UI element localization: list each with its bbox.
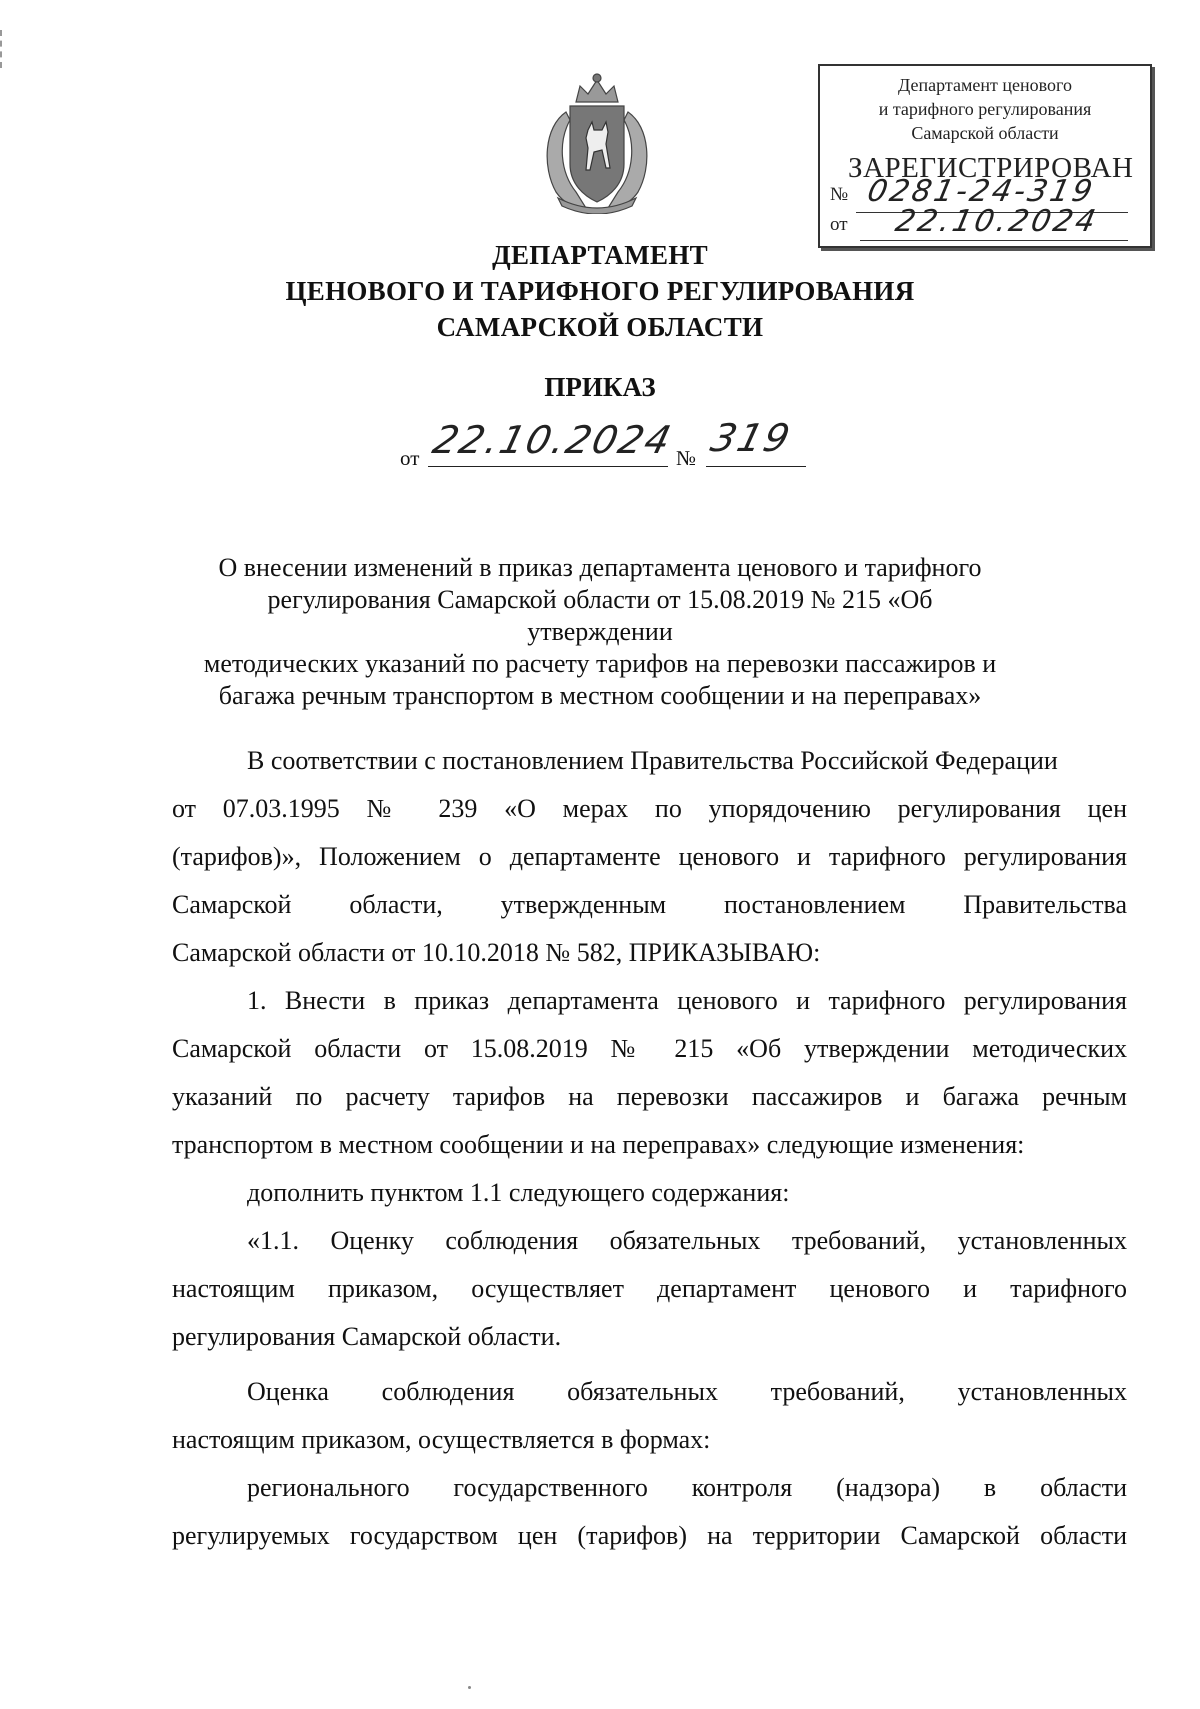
order-number-handwritten: 319 xyxy=(706,416,797,460)
body-line: регулирования Самарской области. xyxy=(172,1322,562,1351)
scan-edge-mark xyxy=(0,30,6,68)
body-line: «1.1. Оценку соблюдения обязательных требований, установленных xyxy=(247,1226,1127,1255)
body-line: регионального государственного контроля (надзора) в области xyxy=(247,1473,1127,1502)
dept-heading-line-2: ЦЕНОВОГО И ТАРИФНОГО РЕГУЛИРОВАНИЯ xyxy=(285,276,915,306)
subject-line: багажа речным транспортом в местном сообщении и на переправах» xyxy=(218,681,982,710)
order-number-label: № xyxy=(676,446,697,470)
order-number-rule xyxy=(706,466,806,467)
body-line: дополнить пунктом 1.1 следующего содержания: xyxy=(247,1178,790,1207)
body-line: (тарифов)», Положением о департаменте ценового и тарифного регулирования xyxy=(172,842,1127,871)
order-subject xyxy=(200,552,1000,712)
samara-coat-of-arms-icon xyxy=(536,72,658,214)
body-line: настоящим приказом, осуществляет департамент ценового и тарифного xyxy=(172,1274,1127,1303)
body-line: Оценка соблюдения обязательных требований, установленных xyxy=(247,1377,1127,1406)
dept-heading-line-1: ДЕПАРТАМЕНТ xyxy=(492,240,708,270)
order-date-label: от xyxy=(400,446,420,470)
body-line: от 07.03.1995 № 239 «О мерах по упорядочению регулирования цен xyxy=(172,794,1127,823)
body-line: Самарской области от 10.10.2018 № 582, ПРИКАЗЫВАЮ: xyxy=(172,938,821,967)
dept-heading-line-3: САМАРСКОЙ ОБЛАСТИ xyxy=(436,312,764,342)
body-line: Самарской области, утвержденным постановлением Правительства xyxy=(172,890,1127,919)
body-line: 1. Внести в приказ департамента ценового и тарифного регулирования xyxy=(247,986,1127,1015)
stamp-registered-label: ЗАРЕГИСТРИРОВАН xyxy=(848,152,1134,184)
body-line: В соответствии с постановлением Правительства Российской Федерации xyxy=(247,746,1058,775)
subject-line: методических указаний по расчету тарифов на перевозки пассажиров и xyxy=(203,649,997,678)
stamp-org-line-2: и тарифного регулирования xyxy=(878,99,1092,119)
body-line: транспортом в местном сообщении и на переправах» следующие изменения: xyxy=(172,1130,1025,1159)
body-line: указаний по расчету тарифов на перевозки пассажиров и багажа речным xyxy=(172,1082,1127,1111)
stamp-date-handwritten: 22.10.2024 xyxy=(892,204,1102,239)
subject-line: О внесении изменений в приказ департамента ценового и тарифного xyxy=(218,553,982,582)
stamp-org-line-3: Самарской области xyxy=(911,123,1059,143)
subject-line: регулирования Самарской области от 15.08.2019 № 215 «Об утверждении xyxy=(267,585,933,646)
body-line: регулируемых государством цен (тарифов) на территории Самарской области xyxy=(172,1521,1127,1550)
order-date-handwritten: 22.10.2024 xyxy=(428,418,678,462)
order-title: ПРИКАЗ xyxy=(544,372,656,402)
registration-stamp xyxy=(818,64,1152,248)
scan-speck xyxy=(468,1686,471,1689)
stamp-org-line-1: Департамент ценового xyxy=(898,75,1072,95)
stamp-number-label: № xyxy=(830,184,849,205)
stamp-date-label: от xyxy=(830,214,848,235)
body-line: настоящим приказом, осуществляется в формах: xyxy=(172,1425,711,1454)
body-line: Самарской области от 15.08.2019 № 215 «Об утверждении методических xyxy=(172,1034,1127,1063)
stamp-number-handwritten: 0281-24-319 xyxy=(864,174,1099,209)
order-date-rule xyxy=(428,466,668,467)
